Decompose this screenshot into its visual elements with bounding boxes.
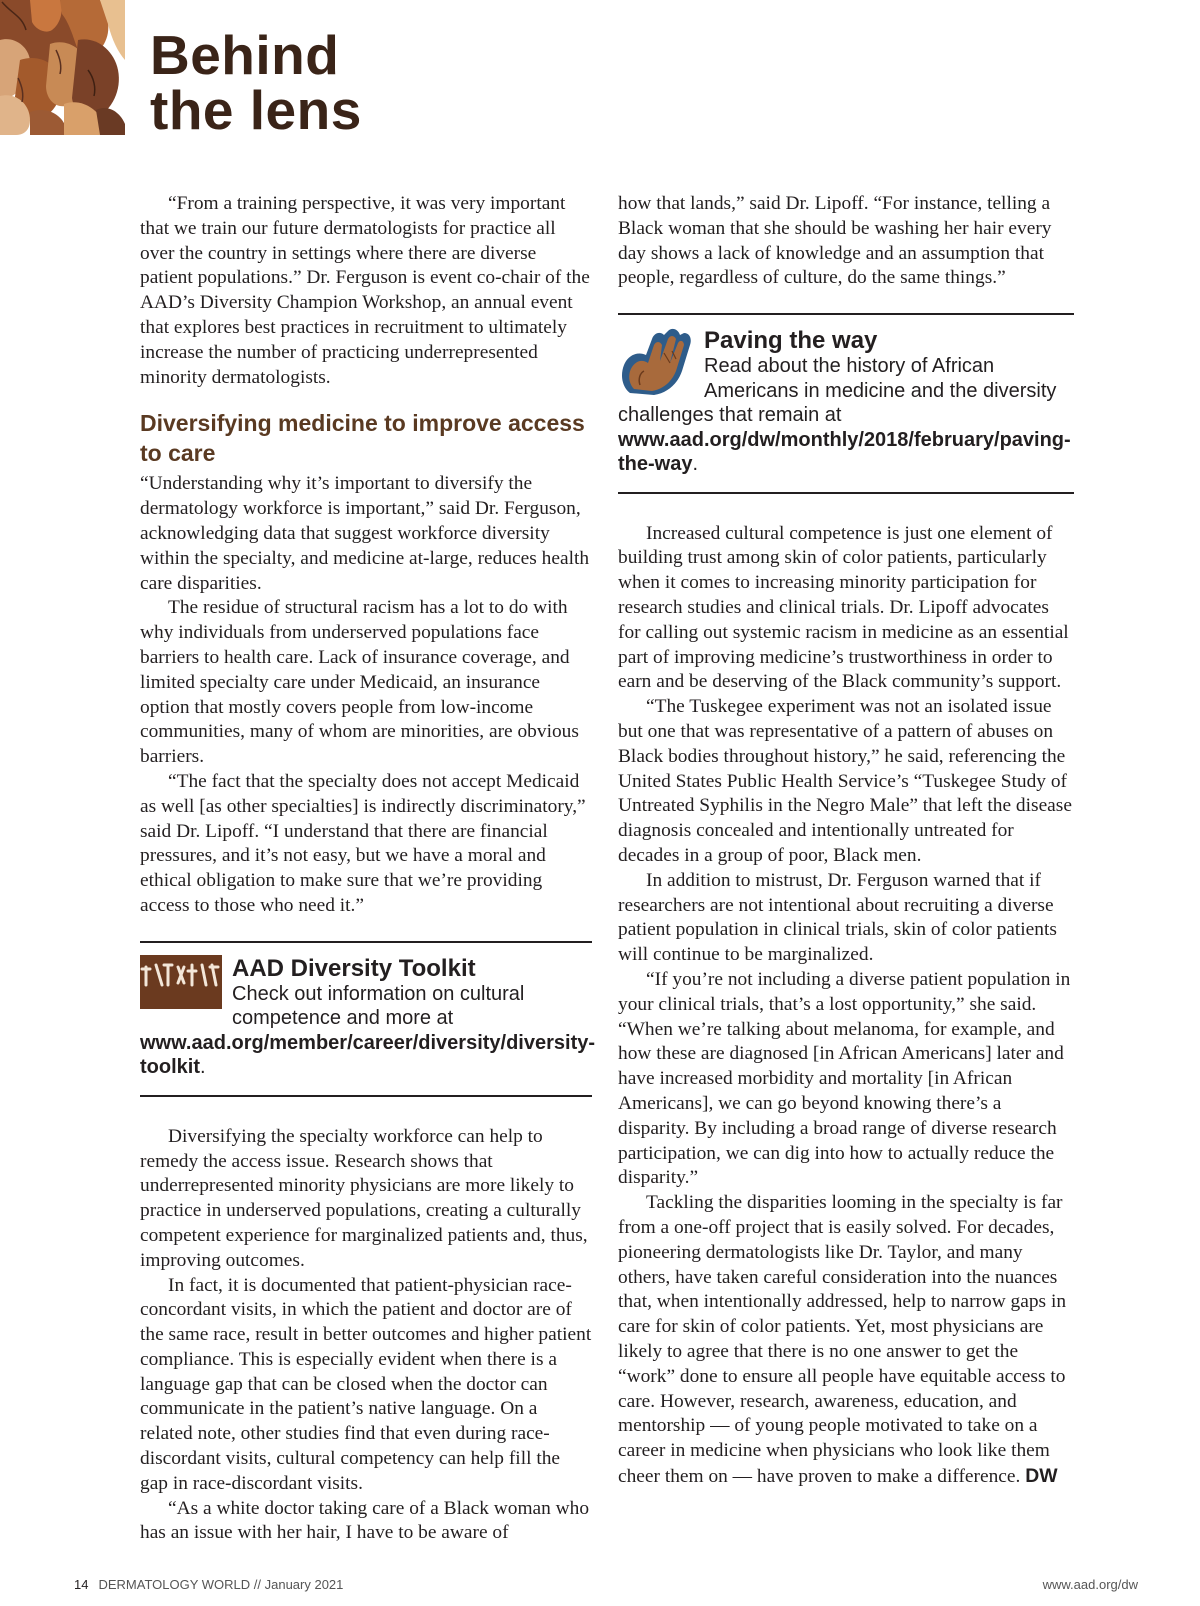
paving-the-way-callout xyxy=(618,313,1074,494)
section-heading: Diversifying medicine to improve access to care xyxy=(140,410,585,467)
page-title-line-1: Behind xyxy=(150,24,340,86)
page-number: 14 xyxy=(74,1577,89,1592)
paragraph: how that lands,” said Dr. Lipoff. “For instance, telling a Black woman that she should be washing her hair every day shows a lack of knowledge and an assumption that people, regardless of culture, do the same things.” xyxy=(618,193,1052,289)
paragraph: “The Tuskegee experiment was not an isolated issue but one that was representative of a pattern of abuses on Black bodies throughout history,” he said, referencing the United States Public Health Service’s “Tuskegee Study of Untreated Syphilis in the Negro Male” that left the disease diagnosis concealed and intentionally untreated for decades in a group of poor, Black men. xyxy=(618,696,1072,867)
faces-collage-icon xyxy=(0,0,125,135)
hands-icon xyxy=(618,327,694,399)
paragraph: Increased cultural competence is just one element of building trust among skin of color patients, particularly when it comes to increasing minority participation for research studies and clinical trials. Dr. Lipoff advocates for calling out systemic racism in medicine as an essential part of improving medicine’s trustworthiness in order to earn and be deserving of the Black community’s support. xyxy=(618,522,1069,693)
paragraph xyxy=(618,1191,1074,1490)
paragraph: “If you’re not including a diverse patient population in your clinical trials, that’s a lost opportunity,” she said. “When we’re talking about melanoma, for example, and how these are diagnosed [in African Americans] later and have increased morbidity and mortality [in African Americans], we can go beyond knowing there’s a disparity. By including a broad range of diverse research participation, we can dig into how to actually reduce the disparity.” xyxy=(618,969,1071,1189)
paragraph: “From a training perspective, it was very important that we train our future dermatologists for practice all over the country in settings where there are diverse patient populations.” Dr. Ferguson is event co-chair of the AAD’s Diversity Champion Workshop, an annual event that explores best practices in recruitment to ultimately increase the number of practicing underrepresented minority dermatologists. xyxy=(140,193,590,388)
toolkit-title: AAD Diversity Toolkit xyxy=(232,954,476,982)
toolkit-end: . xyxy=(200,1056,206,1079)
toolkit-text: Check out information on cultural competence and more at xyxy=(232,982,525,1030)
right-column xyxy=(618,192,1074,1490)
diversity-toolkit-callout xyxy=(140,941,596,1097)
paragraph: “Understanding why it’s important to diversify the dermatology workforce is important,” said Dr. Ferguson, acknowledging data that suggest workforce diversity within the specialty, and medicine at-large, reduces health care disparities. xyxy=(140,473,590,594)
footer-left xyxy=(74,1577,343,1592)
footer-website[interactable]: www.aad.org/dw xyxy=(1042,1577,1138,1592)
dw-signature: DW xyxy=(1025,1464,1058,1487)
tools-icon xyxy=(140,955,222,1009)
toolkit-link[interactable]: www.aad.org/member/career/diversity/diversity-toolkit xyxy=(140,1031,596,1079)
paving-title: Paving the way xyxy=(704,327,878,355)
publication-info: DERMATOLOGY WORLD // January 2021 xyxy=(98,1577,344,1592)
paving-text: Read about the history of African Americans in medicine and the diversity challenges that remain at xyxy=(618,355,1057,427)
paragraph: In fact, it is documented that patient-physician race-concordant visits, in which the patient and doctor are of the same race, result in better outcomes and higher patient compliance. This is especially evident when there is a language gap that can be closed when the doctor can communicate in the patient’s native language. On a related note, other studies find that even during race-discordant visits, cultural competency can help fill the gap in race-discordant visits. xyxy=(140,1274,592,1494)
paving-link[interactable]: www.aad.org/dw/monthly/2018/february/paving-the-way xyxy=(618,428,1071,476)
page-title-line-2: the lens xyxy=(150,79,362,141)
paragraph: Diversifying the specialty workforce can help to remedy the access issue. Research shows that underrepresented minority physicians are more likely to practice in underserved populations, creating a culturally competent experience for marginalized patients and, thus, improving outcomes. xyxy=(140,1125,588,1271)
paragraph-text: Tackling the disparities looming in the specialty is far from a one-off project that is easily solved. For decades, pioneering dermatologists like Dr. Taylor, and many others, have taken careful consideration into the nuances that, when intentionally addressed, help to narrow gaps in care for skin of color patients. Yet, most physicians are likely to agree that there is no one answer to get the “work” done to ensure all people have equitable access to care. However, research, awareness, education, and mentorship — of young people motivated to take on a career in medicine when physicians who look like them cheer them on — have proven to make a difference. xyxy=(618,1192,1067,1487)
paving-end: . xyxy=(692,453,699,476)
paragraph: “As a white doctor taking care of a Black woman who has an issue with her hair, I have to be aware of xyxy=(140,1497,590,1544)
paragraph: The residue of structural racism has a lot to do with why individuals from underserved populations face barriers to health care. Lack of insurance coverage, and limited specialty care under Medicaid, an insurance option that mostly covers people from low-income communities, many of whom are minorities, are obvious barriers. xyxy=(140,597,579,768)
paragraph: “The fact that the specialty does not accept Medicaid as well [as other specialties] is indirectly discriminatory,” said Dr. Lipoff. “I understand that there are financial pressures, and it’s not easy, but we have a moral and ethical obligation to make sure that we’re providing access to those who need it.” xyxy=(140,770,586,916)
left-column xyxy=(140,192,596,1546)
paragraph: In addition to mistrust, Dr. Ferguson warned that if researchers are not intentional about recruiting a diverse patient population in clinical trials, skin of color patients will continue to be marginalized. xyxy=(618,869,1057,966)
page-title xyxy=(150,24,362,141)
